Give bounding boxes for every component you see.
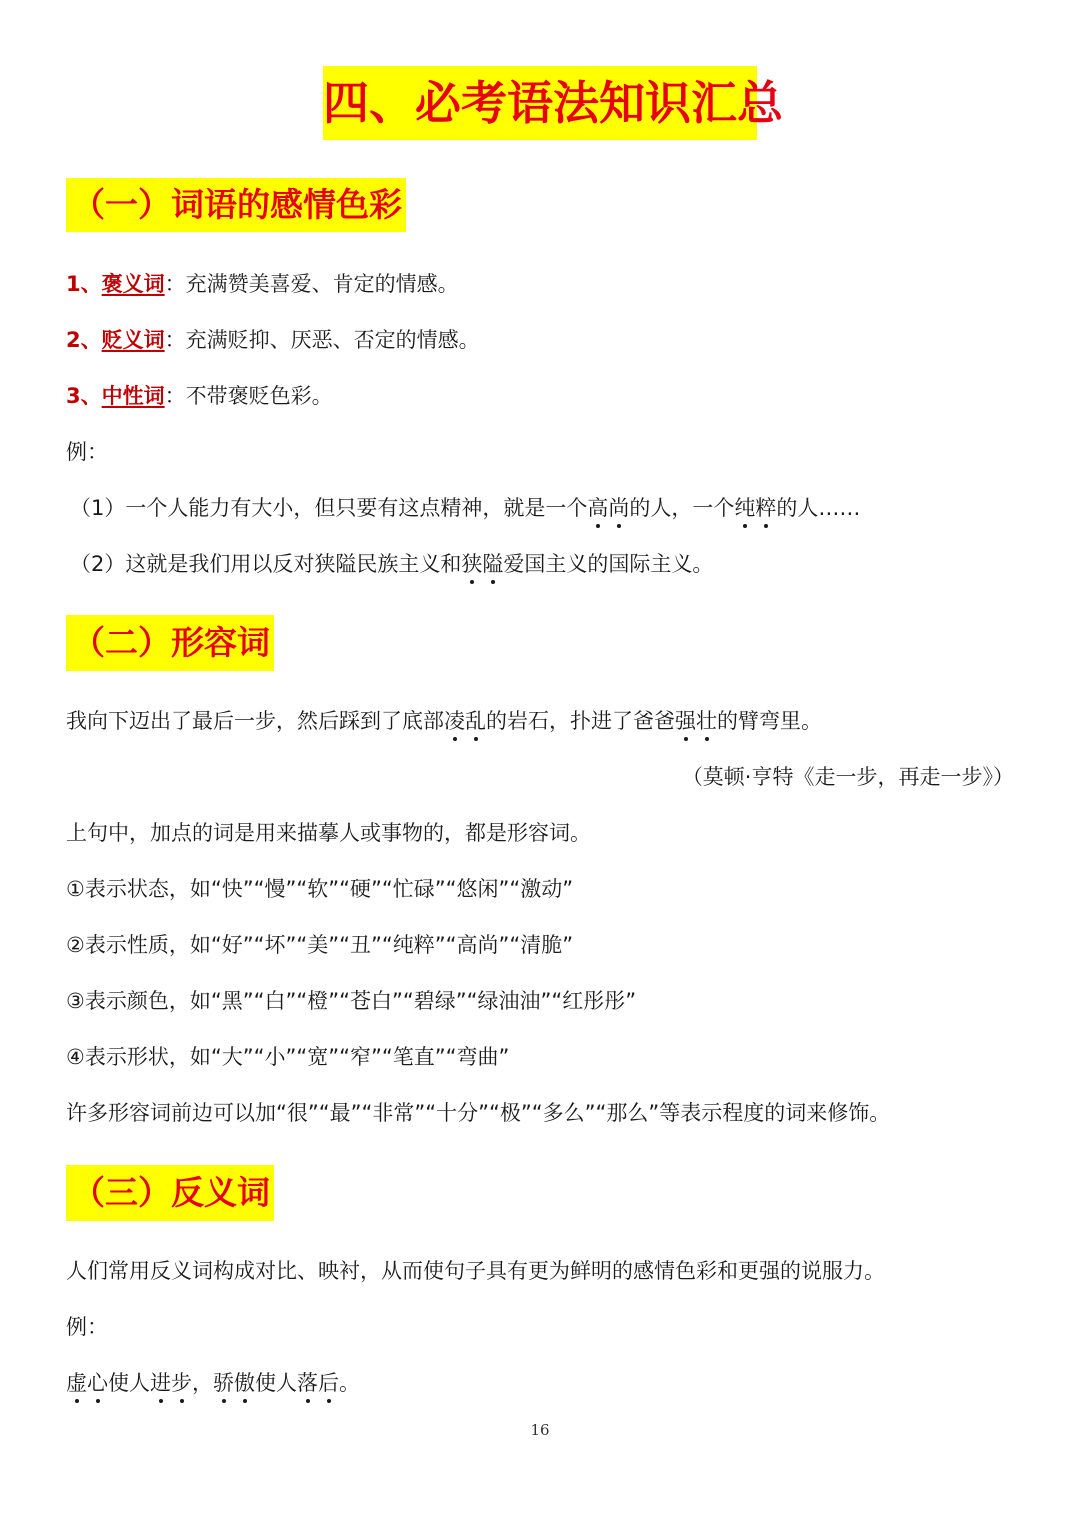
emphasis-char: 强 (675, 706, 696, 736)
note-text: 许多形容词前边可以加“很”“最”“非常”“十分”“极”“多么”“那么”等表示程度的词来修饰。 (66, 1101, 891, 1125)
sentence-text: 的人…… (776, 496, 861, 520)
emphasis-char: 骄 (213, 1368, 234, 1398)
emphasis-char: 步 (171, 1368, 192, 1398)
term-description: ：充满赞美喜爱、肯定的情感。 (164, 272, 459, 296)
explanation-text: 上句中，加点的词是用来描摹人或事物的，都是形容词。 (66, 821, 591, 845)
term-neutral: 中性词 (101, 384, 165, 408)
section-heading-emotional-color: （一）词语的感情色彩 (66, 178, 406, 232)
sentence-text: ， (192, 1371, 213, 1395)
dotted-word (461, 552, 503, 576)
emphasis-char: 落 (297, 1368, 318, 1398)
emphasis-char: 后 (318, 1368, 339, 1398)
emphasis-char: 高 (587, 493, 608, 523)
sentence-text: 的人，一个 (629, 496, 735, 520)
source-attribution: （莫顿·亨特《走一步，再走一步》） (681, 765, 1014, 789)
example-sentence-1 (70, 493, 860, 523)
sentence-text: 我向下迈出了最后一步，然后踩到了底部 (66, 709, 444, 733)
adjective-category: ②表示性质，如“好”“坏”“美”“丑”“纯粹”“高尚”“清脆” (66, 933, 574, 957)
dotted-word (587, 496, 629, 520)
example-sentence (66, 706, 822, 736)
emphasis-char: 粹 (755, 493, 776, 523)
emphasis-char: 乱 (465, 706, 486, 736)
dotted-word (213, 1371, 255, 1395)
dotted-word (734, 496, 776, 520)
list-item (66, 381, 333, 411)
dotted-word (675, 709, 717, 733)
item-number: 1、 (66, 272, 102, 296)
emphasis-char: 进 (150, 1368, 171, 1398)
item-number: 2、 (66, 328, 102, 352)
sentence-text: 的岩石，扑进了爸爸 (486, 709, 675, 733)
section-heading-antonyms: （三）反义词 (66, 1165, 274, 1221)
emphasis-char: 虚 (66, 1368, 87, 1398)
adjective-category: ③表示颜色，如“黑”“白”“橙”“苍白”“碧绿”“绿油油”“红彤彤” (66, 989, 637, 1013)
intro-text: 人们常用反义词构成对比、映衬，从而使句子具有更为鲜明的感情色彩和更强的说服力。 (66, 1259, 885, 1283)
page-number: 16 (530, 1421, 550, 1439)
emphasis-char: 壮 (696, 706, 717, 736)
sentence-text: （2）这就是我们用以反对狭隘民族主义和 (70, 552, 462, 576)
sentence-text: 的臂弯里。 (717, 709, 822, 733)
sentence-text: 。 (339, 1371, 360, 1395)
emphasis-char: 凌 (444, 706, 465, 736)
emphasis-char: 纯 (734, 493, 755, 523)
adjective-category: ④表示形状，如“大”“小”“宽”“窄”“笔直”“弯曲” (66, 1045, 510, 1069)
example-sentence-2 (70, 549, 713, 579)
term-commendatory: 褒义词 (101, 272, 165, 296)
example-label: 例： (66, 1315, 108, 1339)
sentence-text: （1）一个人能力有大小，但只要有这点精神，就是一个 (70, 496, 588, 520)
item-number: 3、 (66, 384, 102, 408)
page-title: 四、必考语法知识汇总 (323, 66, 757, 140)
dotted-word (150, 1371, 192, 1395)
sentence-text: 使人 (255, 1371, 297, 1395)
emphasis-char: 心 (87, 1368, 108, 1398)
emphasis-char: 尚 (608, 493, 629, 523)
dotted-word (297, 1371, 339, 1395)
antonym-example (66, 1368, 360, 1398)
sentence-text: 爱国主义的国际主义。 (503, 552, 714, 576)
dotted-word (66, 1371, 108, 1395)
adjective-category: ①表示状态，如“快”“慢”“软”“硬”“忙碌”“悠闲”“激动” (66, 877, 574, 901)
section-heading-adjectives: （二）形容词 (66, 615, 274, 671)
term-description: ：不带褒贬色彩。 (164, 384, 333, 408)
emphasis-char: 傲 (234, 1368, 255, 1398)
term-derogatory: 贬义词 (101, 328, 165, 352)
sentence-text: 使人 (108, 1371, 150, 1395)
term-description: ：充满贬抑、厌恶、否定的情感。 (164, 328, 480, 352)
dotted-word (444, 709, 486, 733)
example-label: 例： (66, 440, 108, 464)
list-item (66, 325, 480, 355)
emphasis-char: 隘 (482, 549, 503, 579)
emphasis-char: 狭 (461, 549, 482, 579)
list-item (66, 269, 459, 299)
